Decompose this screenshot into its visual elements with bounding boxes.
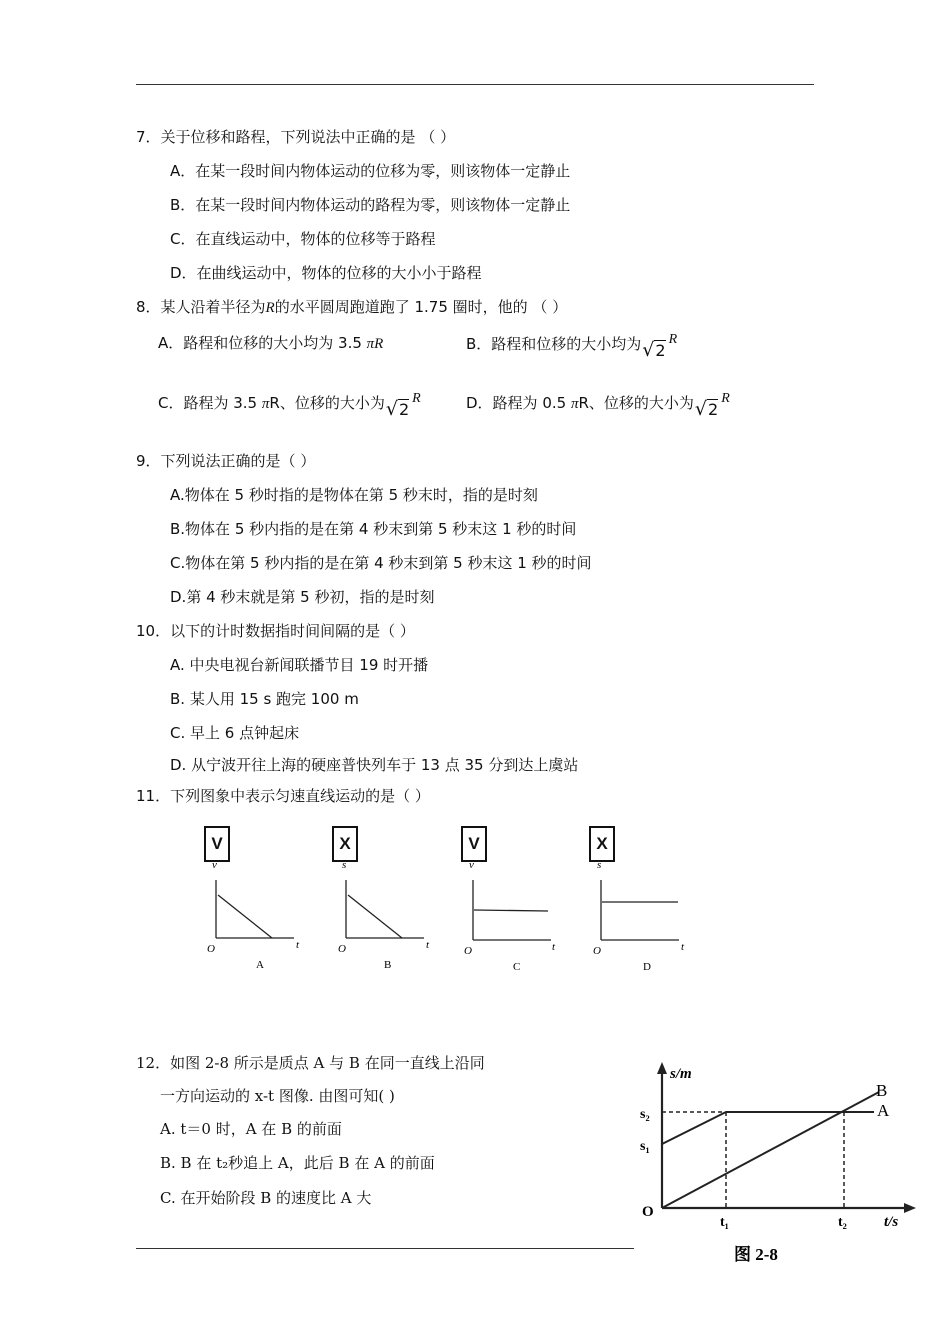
q12-option-b: B. B 在 t₂秒追上 A，此后 B 在 A 的前面 bbox=[160, 1154, 435, 1172]
fig-s1-label: s₁ bbox=[640, 1139, 650, 1154]
q9-option-b: B.物体在 5 秒内指的是在第 4 秒末到第 5 秒末这 1 秒的时间 bbox=[170, 520, 577, 538]
x-axis-arrow-icon bbox=[904, 1203, 916, 1213]
q10-option-d: D. 从宁波开往上海的硬座普快列车于 13 点 35 分到达上虞站 bbox=[170, 756, 579, 774]
graph-b-origin: O bbox=[338, 943, 346, 955]
graph-a-caption: A bbox=[256, 959, 264, 971]
q9-option-c: C.物体在第 5 秒内指的是在第 4 秒末到第 5 秒末这 1 秒的时间 bbox=[170, 554, 592, 572]
graph-c-label-box: V bbox=[461, 826, 487, 862]
y-axis-arrow-icon bbox=[657, 1062, 667, 1074]
fig-origin: O bbox=[642, 1204, 654, 1220]
graph-a-label-box: V bbox=[204, 826, 230, 862]
graph-b-label-box: X bbox=[332, 826, 358, 862]
graph-d bbox=[593, 859, 685, 973]
footer-rule bbox=[136, 1248, 634, 1249]
fig-s2-label: s₂ bbox=[640, 1107, 650, 1122]
fig-t1-label: t₁ bbox=[720, 1215, 729, 1230]
graph-a bbox=[207, 859, 300, 971]
q8-option-d: D．路程为 0.5 πR、位移的大小为√2R bbox=[466, 391, 730, 420]
q7-stem: 7．关于位移和路程，下列说法中正确的是 （ ） bbox=[136, 128, 456, 146]
q11-stem: 11．下列图象中表示匀速直线运动的是（ ） bbox=[136, 787, 430, 805]
q8-stem: 8．某人沿着半径为R的水平圆周跑道跑了 1.75 圈时，他的 （ ） bbox=[136, 298, 568, 316]
q12-stem-line-1: 12．如图 2-8 所示是质点 A 与 B 在同一直线上沿同 bbox=[136, 1054, 485, 1072]
graph-a-origin: O bbox=[207, 943, 215, 955]
q8-option-a: A．路程和位移的大小均为 3.5 πR bbox=[158, 334, 384, 352]
q7-option-c: C．在直线运动中，物体的位移等于路程 bbox=[170, 230, 436, 248]
graph-d-y-label: s bbox=[597, 859, 602, 871]
graph-b-x-label: t bbox=[426, 939, 430, 951]
graph-c-y-label: v bbox=[469, 859, 474, 871]
motion-graphs bbox=[190, 858, 710, 978]
q10-stem: 10．以下的计时数据指时间间隔的是（ ） bbox=[136, 622, 415, 640]
graph-b-y-label: s bbox=[342, 859, 347, 871]
graph-d-x-label: t bbox=[681, 941, 685, 953]
fig-x-axis-label: t/s bbox=[884, 1214, 899, 1230]
sqrt-expression: √2R bbox=[385, 391, 421, 420]
graph-c-x-label: t bbox=[552, 941, 556, 953]
q10-option-a: A. 中央电视台新闻联播节目 19 时开播 bbox=[170, 656, 429, 674]
q8-option-b: B．路程和位移的大小均为√2R bbox=[466, 332, 678, 361]
figure-2-8 bbox=[634, 1058, 924, 1278]
fig-line-a-label: A bbox=[877, 1101, 890, 1120]
graph-b-caption: B bbox=[384, 959, 392, 971]
q7-option-b: B．在某一段时间内物体运动的路程为零，则该物体一定静止 bbox=[170, 196, 571, 214]
q12-option-a: A. t＝0 时，A 在 B 的前面 bbox=[160, 1120, 342, 1138]
q8-option-c: C．路程为 3.5 πR、位移的大小为√2R bbox=[158, 391, 421, 420]
fig-y-axis-label: s/m bbox=[670, 1066, 692, 1082]
graph-a-x-label: t bbox=[296, 939, 300, 951]
graph-c-caption: C bbox=[513, 961, 521, 973]
graph-b bbox=[338, 859, 430, 971]
q7-option-d: D．在曲线运动中，物体的位移的大小小于路程 bbox=[170, 264, 482, 282]
fig-caption: 图 2-8 bbox=[734, 1245, 778, 1264]
q10-option-b: B. 某人用 15 s 跑完 100 m bbox=[170, 690, 359, 708]
graph-d-origin: O bbox=[593, 945, 601, 957]
graph-d-label-box: X bbox=[589, 826, 615, 862]
q9-stem: 9．下列说法正确的是（ ） bbox=[136, 452, 316, 470]
graph-c-origin: O bbox=[464, 945, 472, 957]
graph-c bbox=[464, 859, 556, 973]
q12-stem-line-2: 一方向运动的 x-t 图像. 由图可知( ) bbox=[160, 1087, 395, 1105]
fig-line-b-label: B bbox=[876, 1081, 888, 1100]
graph-d-caption: D bbox=[643, 961, 651, 973]
q9-option-d: D.第 4 秒末就是第 5 秒初，指的是时刻 bbox=[170, 588, 435, 606]
sqrt-expression: √2R bbox=[642, 332, 678, 361]
q7-option-a: A．在某一段时间内物体运动的位移为零，则该物体一定静止 bbox=[170, 162, 571, 180]
graph-a-y-label: v bbox=[212, 859, 217, 871]
q9-option-a: A.物体在 5 秒时指的是物体在第 5 秒末时，指的是时刻 bbox=[170, 486, 538, 504]
sqrt-expression: √2R bbox=[694, 391, 730, 420]
q12-option-c: C. 在开始阶段 B 的速度比 A 大 bbox=[160, 1189, 372, 1207]
header-rule bbox=[136, 84, 814, 85]
fig-t2-label: t₂ bbox=[838, 1215, 847, 1230]
q10-option-c: C. 早上 6 点钟起床 bbox=[170, 724, 300, 742]
